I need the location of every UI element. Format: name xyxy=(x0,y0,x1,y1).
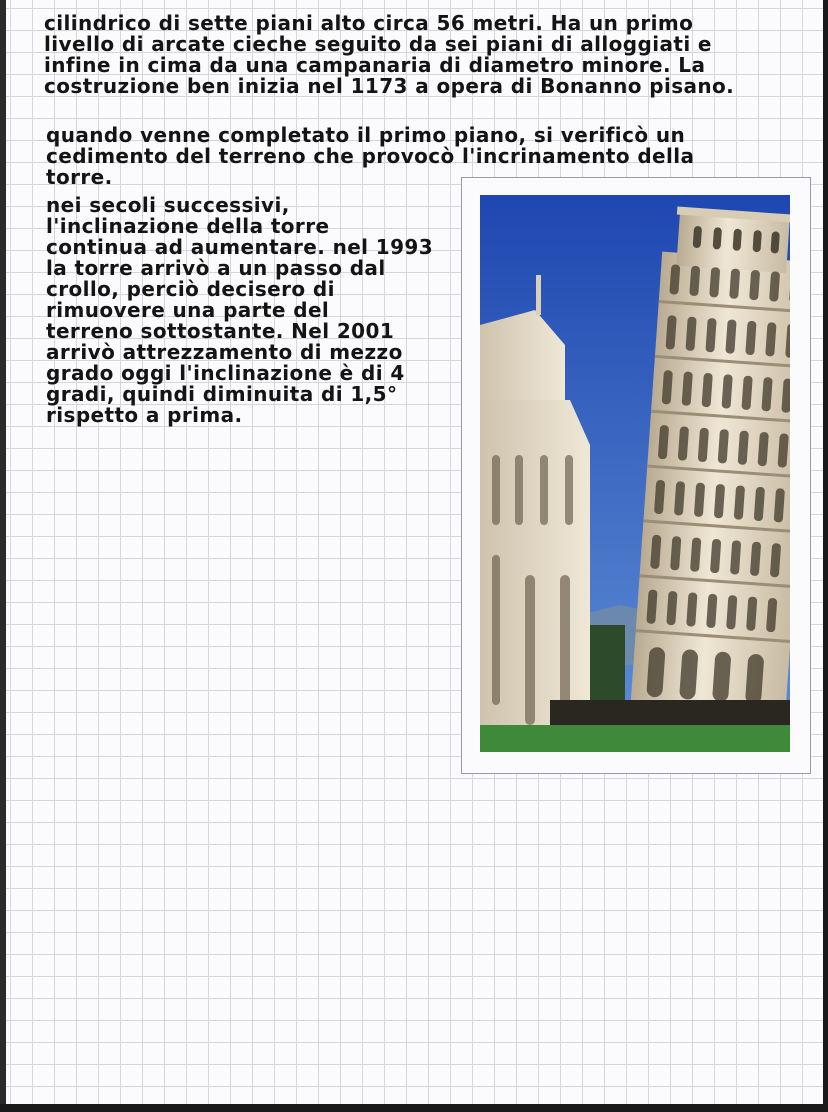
text-line: continua ad aumentare. nel 1993 xyxy=(46,235,434,259)
text-line: grado oggi l'inclinazione è di 4 xyxy=(46,361,405,385)
text-line: l'inclinazione della torre xyxy=(46,214,330,238)
photo-frame xyxy=(461,177,811,774)
tower-illustration xyxy=(480,195,790,752)
text-line: arrivò attrezzamento di mezzo xyxy=(46,340,403,364)
text-line: livello di arcate cieche seguito da sei piani di alloggiati e xyxy=(44,32,712,56)
page-edge-shadow xyxy=(823,0,828,1112)
text-line: cilindrico di sette piani alto circa 56 metri. Ha un primo xyxy=(44,11,694,35)
text-line: quando venne completato il primo piano, si verificò un xyxy=(46,123,686,147)
text-line: rimuovere una parte del xyxy=(46,298,330,322)
text-line: gradi, quindi diminuita di 1,5° xyxy=(46,382,398,406)
page-edge-shadow xyxy=(0,1104,828,1112)
paragraph-tower-description xyxy=(44,13,734,97)
text-line: cedimento del terreno che provocò l'incrinamento della xyxy=(46,144,695,168)
text-line: nei secoli successivi, xyxy=(46,193,290,217)
text-line: crollo, perciò decisero di xyxy=(46,277,335,301)
text-line: torre. xyxy=(46,165,113,189)
text-line: la torre arrivò a un passo dal xyxy=(46,256,386,280)
leaning-tower-photo xyxy=(480,195,790,752)
text-line: rispetto a prima. xyxy=(46,403,243,427)
text-line: costruzione ben inizia nel 1173 a opera di Bonanno pisano. xyxy=(44,74,735,98)
notebook-page xyxy=(6,0,824,1104)
text-line: infine in cima da una campanaria di diametro minore. La xyxy=(44,53,706,77)
text-line: terreno sottostante. Nel 2001 xyxy=(46,319,395,343)
paragraph-inclination-history xyxy=(46,195,433,426)
